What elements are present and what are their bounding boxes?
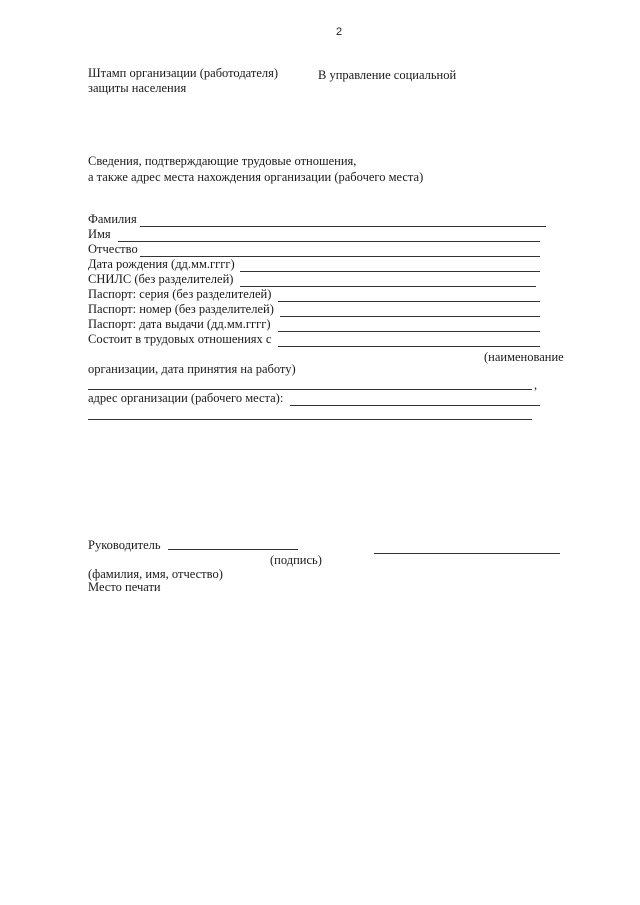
stamp-label: Штамп организации (работодателя) [88,66,279,80]
employment-field-line [278,346,540,347]
passport-series-field-line [278,301,540,302]
title-line1: Сведения, подтверждающие трудовые отношения, [88,154,357,168]
passport-series-label: Паспорт: серия (без разделителей) [88,287,272,301]
passport-number-field-line [280,316,540,317]
passport-date-label: Паспорт: дата выдачи (дд.мм.гггг) [88,317,271,331]
address-continuation-line [88,419,532,420]
signature-line [168,549,298,550]
patronymic-label: Отчество [88,242,138,256]
passport-number-label: Паспорт: номер (без разделителей) [88,302,274,316]
addressee-line1: В управление социальной [318,68,457,82]
birth-date-label: Дата рождения (дд.мм.гггг) [88,257,235,271]
fio-line [374,553,560,554]
employment-hint-b: организации, дата принятия на работу) [88,362,296,376]
fio-hint: (фамилия, имя, отчество) [88,567,223,581]
passport-date-field-line [278,331,540,332]
employment-label: Состоит в трудовых отношениях с [88,332,272,346]
page-number: 2 [336,26,343,38]
head-label: Руководитель [88,538,161,552]
snils-label: СНИЛС (без разделителей) [88,272,234,286]
title-line2: а также адрес места нахождения организации (рабочего места) [88,170,424,184]
address-field-line [290,405,540,406]
employment-hint-a: (наименование [484,350,564,364]
snils-field-line [240,286,536,287]
sign-hint: (подпись) [270,553,322,567]
surname-label: Фамилия [88,212,137,226]
birth-date-field-line [240,271,540,272]
name-label: Имя [88,227,111,241]
address-label: адрес организации (рабочего места): [88,391,284,405]
addressee-line2: защиты населения [88,81,187,95]
name-field-line [118,241,540,242]
employment-continuation-line [88,389,532,390]
surname-field-line [140,226,546,227]
seal-label: Место печати [88,580,161,594]
comma: , [534,378,538,392]
